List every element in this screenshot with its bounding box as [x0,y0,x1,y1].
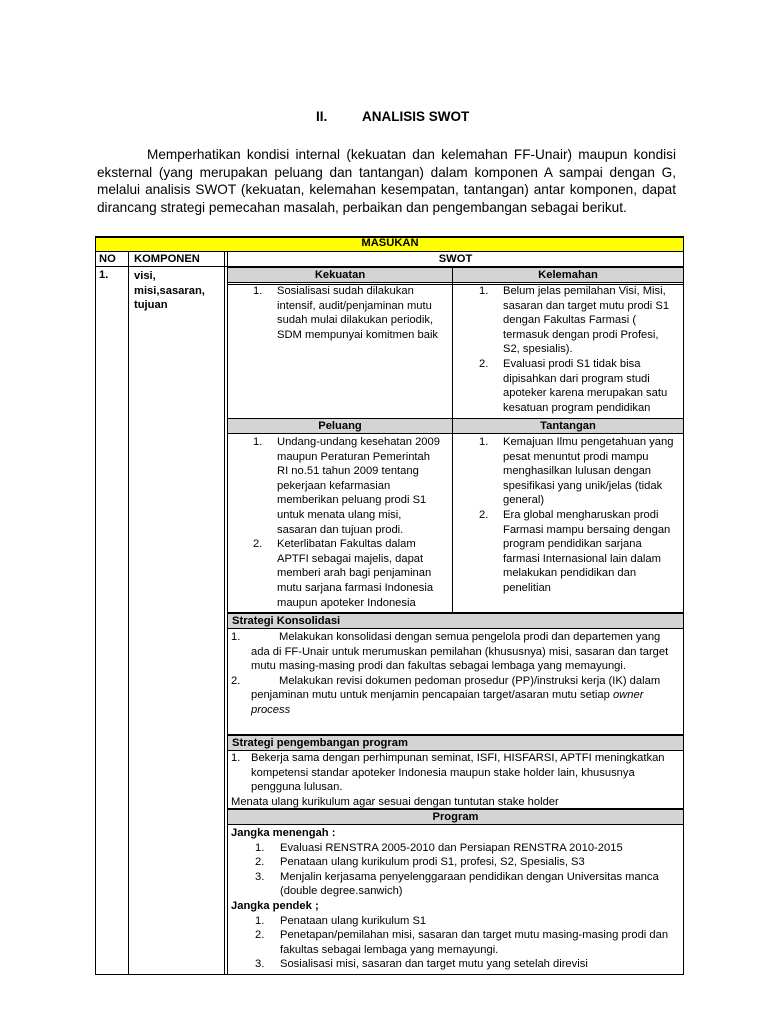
item-text: Melakukan revisi dokumen pedoman prosedur (PP)/instruksi kerja (IK) dalam penjaminan mutu untuk menjamin pencapaian target/asaran mutu setiap [251,674,661,702]
jangka-menengah-label: Jangka menengah : [231,827,336,839]
strategi-pengembangan-header: Strategi pengembangan program [232,737,408,749]
komponen-cell [134,269,205,313]
item-text: Sosialisasi sudah dilakukan intensif, audit/penjaminan mutu sudah mulai dilakukan periodik, SDM mempunyai komitmen baik [277,285,439,341]
pendek-item [231,914,677,929]
strategi-konsolidasi-cell [231,630,677,718]
item-text: Bekerja sama dengan perhimpunan seminat, ISFI, HISFARSI, APTFI meningkatkan kompetensi standar apoteker Indonesia maupun stake holder lain, khususnya pengguna lulusan. [251,752,665,794]
table-left-border [95,236,96,975]
strategi-pengembangan-cell [231,751,677,809]
kekuatan-header: Kekuatan [314,269,366,281]
kekuatan-item [253,284,443,342]
item-text: Belum jelas pemilahan Visi, Misi, sasaran dan target mutu prodi S1 dengan Fakultas Farmasi ( termasuk dengan prodi Profesi, S2, spesialis). [503,285,670,356]
pengembangan-note: Menata ulang kurikulum agar sesuai dengan tuntutan stake holder [231,795,559,808]
peluang-item [253,537,443,610]
kelemahan-cell [479,284,676,415]
item-text: Penetapan/pemilahan misi, sasaran dan target mutu masing-masing prodi dan fakultas sebagai lembaga yang memayungi. [280,929,669,956]
section-title: ANALISIS SWOT [362,109,470,124]
intro-text: Memperhatikan kondisi internal (kekuatan dan kelemahan FF-Unair) maupun kondisi eksternal (yang merupakan peluang dan tantangan) dalam komponen A sampai dengan G, melalui analisis SWOT (kekuatan, kelemahan kesempatan, tantangan) antar komponen, dapat dirancang strategi pemecahan masalah, perbaikan dan pengembangan sebagai berikut. [97,147,676,215]
komponen-column-header: KOMPONEN [134,253,200,265]
item-text: Menjalin kerjasama penyelenggaraan pendidikan dengan Universitas manca (double degree.sanwich) [280,870,659,898]
item-number: 1. [479,285,489,297]
item-number: 2. [253,538,263,551]
swot-middle-divider [452,267,453,613]
pengembangan-item [231,751,677,795]
pendek-item [231,957,677,972]
item-text: Melakukan konsolidasi dengan semua pengelola prodi dan departemen yang ada di FF-Unair untuk merumuskan pemilahan (khususnya) misi, sasaran dan target mutu masing-masing prodi dan fakultas sebagai lembaga yang memayungi. [251,631,669,673]
item-text: Penataan ulang kurikulum S1 [280,914,427,927]
menengah-item [231,841,677,856]
item-number: 2. [479,357,489,370]
item-number: 2. [479,508,489,521]
item-number: 1. [253,285,263,297]
tantangan-item [479,508,676,596]
komponen-column-divider [224,251,225,975]
konsolidasi-item [231,630,677,674]
item-number: 2. [255,929,265,942]
konsolidasi-item [231,674,677,718]
table-bottom-border [95,974,684,975]
table-rule [227,612,684,614]
kelemahan-item [479,357,676,415]
program-cell [231,826,677,972]
pendek-item [231,928,677,957]
jangka-pendek-label: Jangka pendek ; [231,899,319,912]
menengah-item [231,870,677,899]
item-text: Kemajuan Ilmu pengetahuan yang pesat menuntut prodi mampu menghasilkan lulusan dengan spesifikasi yang unik/jelas (tidak general) [503,436,674,507]
program-header: Program [432,811,479,823]
komponen-line: tujuan [134,299,168,312]
table-rule [227,282,684,283]
item-text: Evaluasi RENSTRA 2005-2010 dan Persiapan RENSTRA 2010-2015 [280,841,623,854]
kelemahan-item [479,284,676,357]
komponen-line: visi, [134,270,156,282]
item-text: Penataan ulang kurikulum prodi S1, profesi, S2, Spesialis, S3 [280,856,585,869]
item-text: Keterlibatan Fakultas dalam APTFI sebagai majelis, dapat memberi arah bagi penjaminan mutu sarjana farmasi Indonesia maupun apoteker Indonesia [277,538,434,609]
tantangan-cell [479,435,676,596]
item-text: Undang-undang kesehatan 2009 maupun Peraturan Pemerintah RI no.51 tahun 2009 tentang pekerjaan kefarmasian memberikan peluang prodi S1 untuk menata ulang misi, sasaran dan tujuan prodi. [277,436,440,536]
table-rule [227,734,684,736]
kekuatan-cell [253,284,443,342]
tantangan-header: Tantangan [540,420,596,432]
peluang-cell [253,435,443,610]
kelemahan-header: Kelemahan [538,269,598,281]
komponen-line: misi,sasaran, [134,284,205,297]
item-text: Evaluasi prodi S1 tidak bisa dipisahkan dari program studi apoteker karena merupakan satu kesatuan program pendidikan [503,357,668,414]
table-rule [95,251,684,252]
table-rule [227,628,684,629]
swot-column-header: SWOT [438,253,473,265]
owner-process-text: owner process [251,689,644,716]
item-text: Era global mengharuskan prodi Farmasi mampu bersaing dengan program pendidikan sarjana farmasi Internasional lain dalam melakukan pendidikan dan penelitian [503,508,671,594]
tantangan-item [479,435,676,508]
item-number: 3. [255,958,265,971]
no-column-header: NO [99,253,116,265]
masukan-header: MASUKAN [361,237,419,249]
no-column-divider [128,251,129,975]
item-number: 2. [255,856,265,869]
item-number: 1. [231,631,241,643]
table-right-border [683,236,684,975]
table-rule [227,433,684,434]
peluang-header: Peluang [318,420,362,432]
item-text: Sosialisasi misi, sasaran dan target mutu yang setelah direvisi [280,958,588,971]
section-number: II. [316,109,328,124]
item-number: 1. [479,436,489,448]
item-number: 3. [255,870,265,883]
item-number: 1. [253,436,263,448]
row-number: 1. [99,269,109,281]
item-number: 1. [255,841,265,854]
table-rule [227,267,684,268]
table-rule [227,824,684,825]
item-number: 2. [231,674,241,687]
menengah-item [231,855,677,870]
strategi-konsolidasi-header: Strategi Konsolidasi [232,615,341,627]
item-number: 1. [231,752,241,764]
peluang-item [253,435,443,537]
table-rule [227,418,684,419]
item-number: 1. [255,914,265,927]
komponen-column-divider [227,251,228,975]
